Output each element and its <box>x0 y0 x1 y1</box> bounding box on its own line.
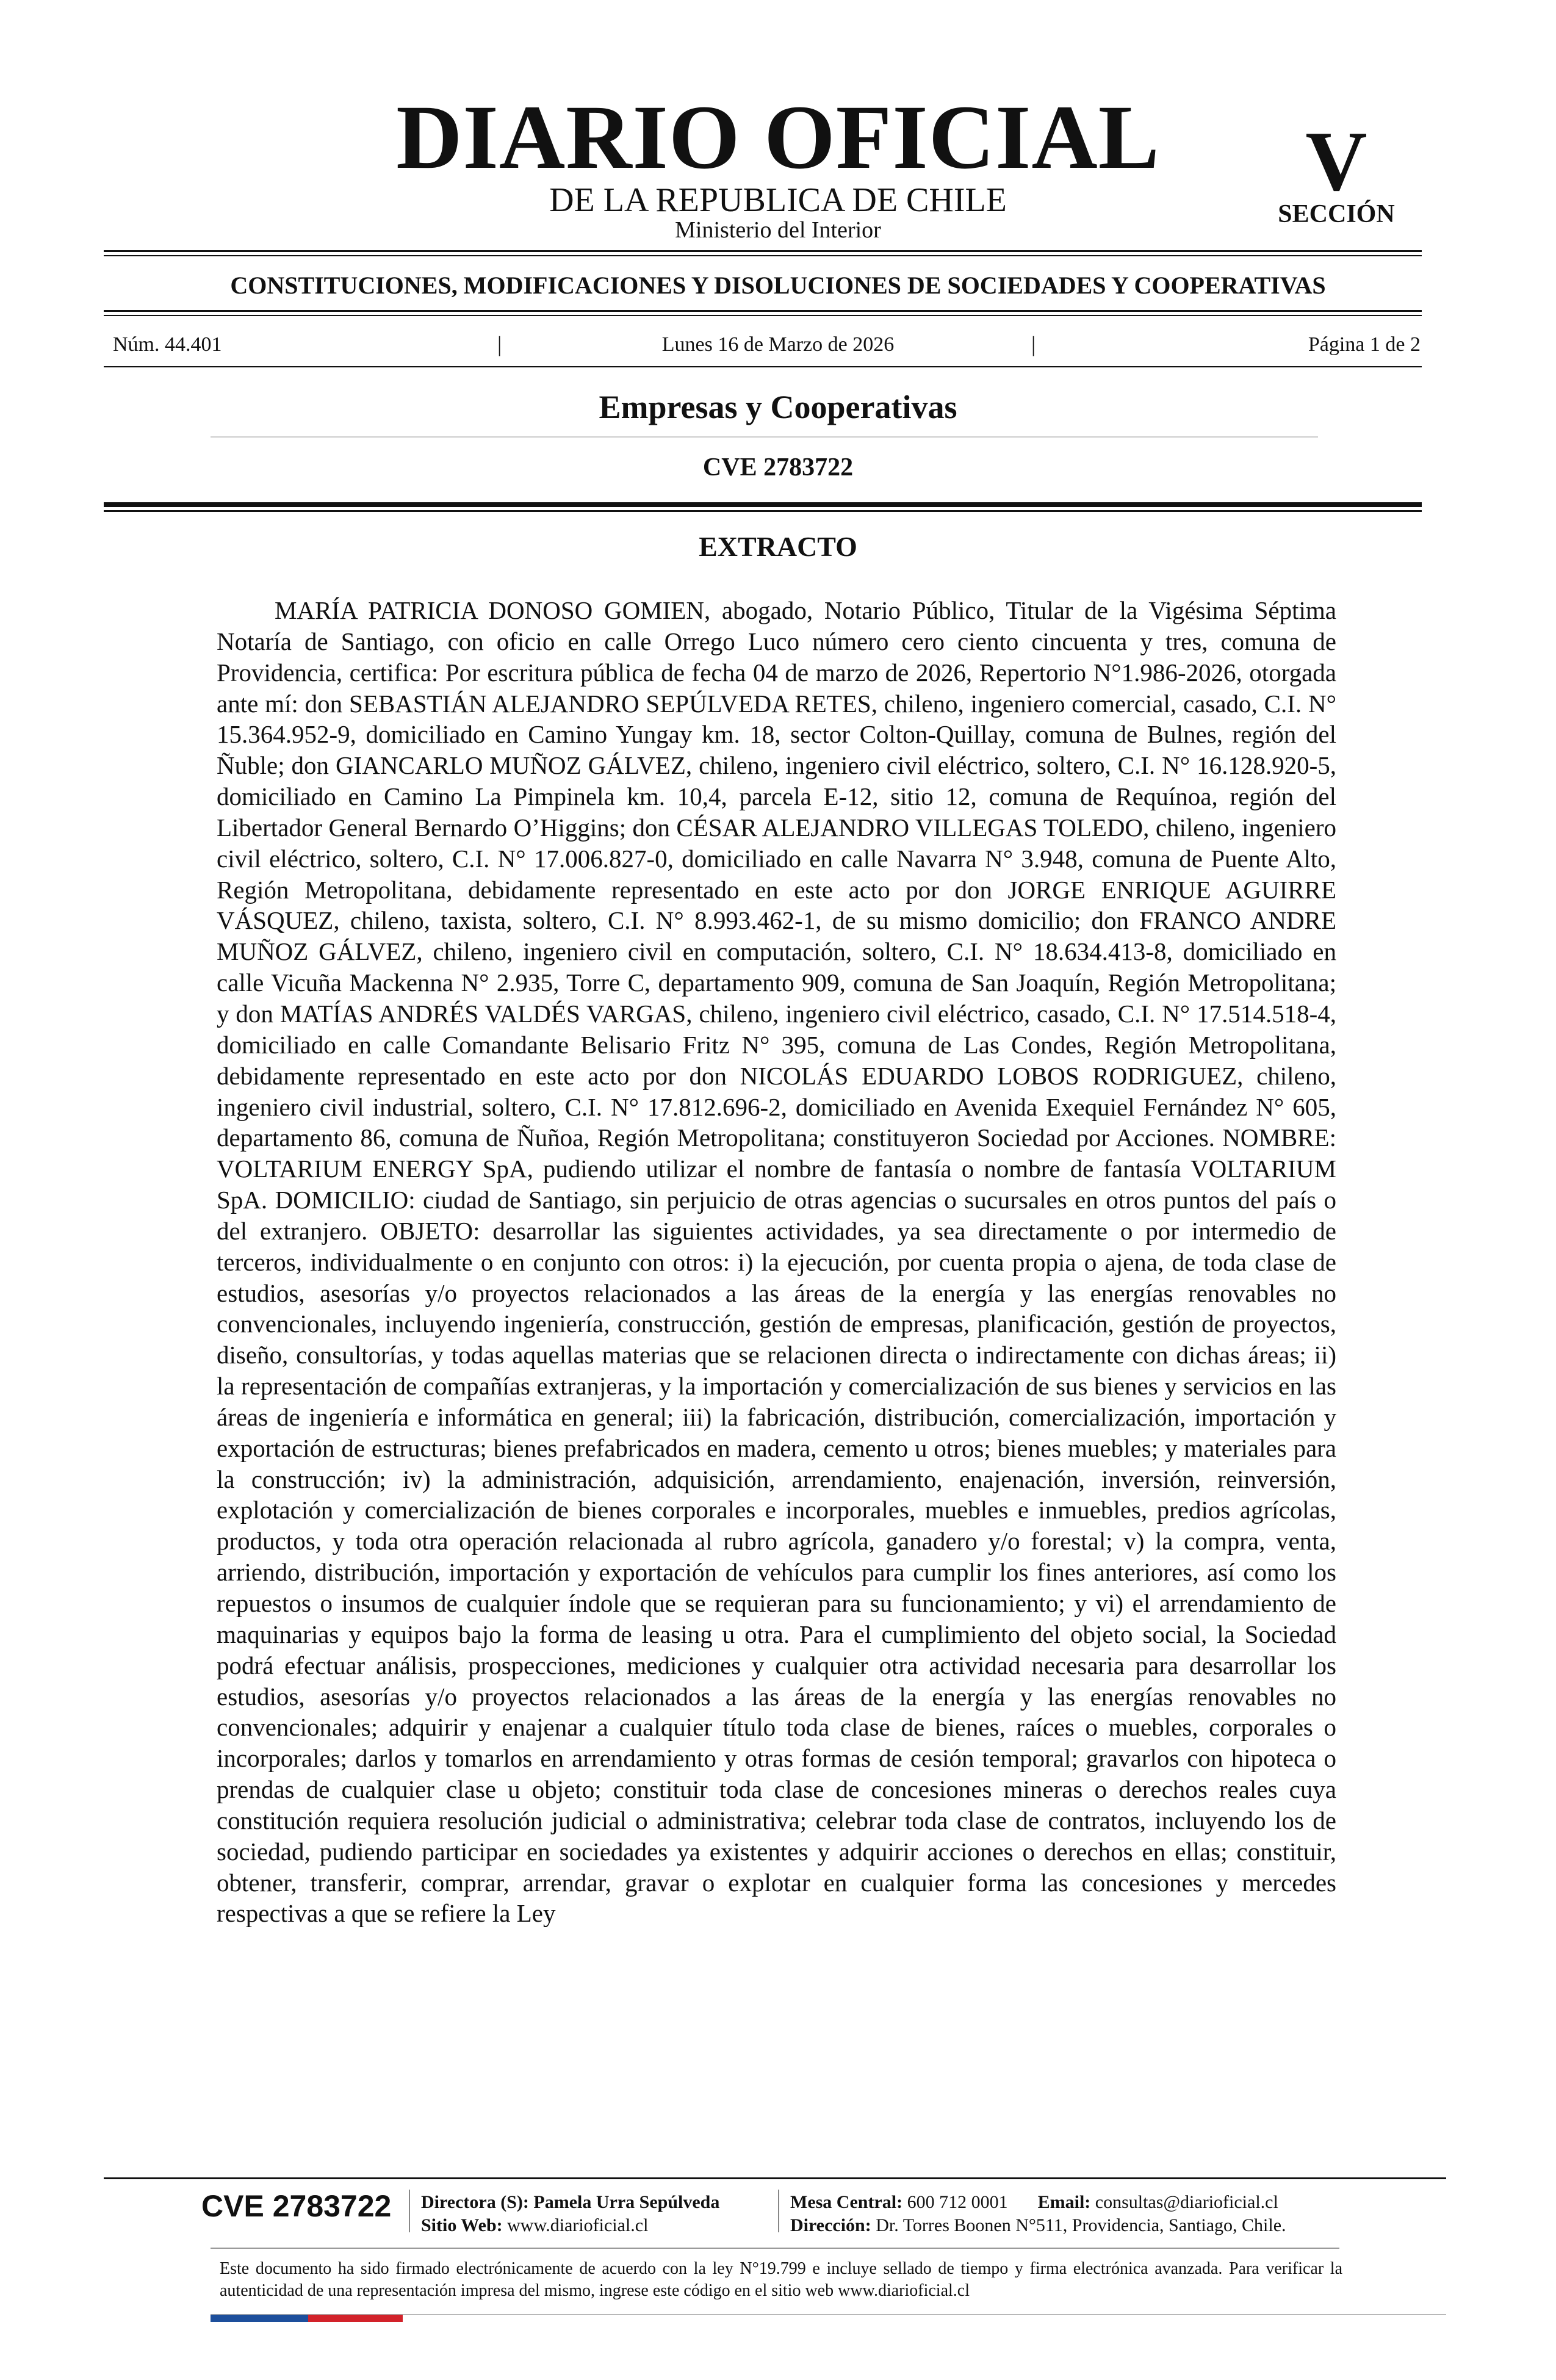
footer-director-label: Directora (S): <box>421 2192 529 2212</box>
document-heading: EXTRACTO <box>699 531 857 562</box>
footer-separator-2 <box>778 2190 779 2232</box>
footer-address: Dr. Torres Boonen N°511, Providencia, Santiago, Chile. <box>876 2215 1286 2235</box>
footer-website-link[interactable]: www.diarioficial.cl <box>507 2215 649 2235</box>
footer-director-block <box>421 2191 763 2237</box>
footer-divider <box>104 2177 1446 2179</box>
cve-divider-thick <box>104 502 1422 507</box>
header-divider-top-thin <box>104 255 1422 256</box>
footer-contact-line <box>790 2191 1400 2214</box>
category-divider-thin <box>104 315 1422 316</box>
footer-director-name: Pamela Urra Sepúlveda <box>533 2192 720 2212</box>
footer-address-line <box>790 2214 1400 2237</box>
section-title: Empresas y Cooperativas <box>599 389 957 425</box>
footer-email-label: Email: <box>1037 2192 1091 2212</box>
footer-phone-label: Mesa Central: <box>790 2192 903 2212</box>
issue-separator-left: | <box>497 332 502 356</box>
masthead-title: DIARIO OFICIAL <box>396 87 1160 188</box>
footer-cve-code: CVE 2783722 <box>201 2189 392 2223</box>
issue-date: Lunes 16 de Marzo de 2026 <box>661 333 895 356</box>
issue-number: Núm. 44.401 <box>113 333 222 356</box>
cve-code: CVE 2783722 <box>702 453 854 481</box>
footer-flag-blue <box>211 2315 308 2322</box>
footer-contact-block <box>790 2191 1400 2237</box>
footer-separator-1 <box>409 2190 410 2232</box>
footer-note-divider <box>211 2248 1339 2249</box>
section-title-underline <box>211 436 1318 438</box>
section-label: SECCIÓN <box>1278 200 1395 228</box>
footer-flag-red <box>308 2315 403 2322</box>
issue-separator-right: | <box>1031 332 1036 356</box>
header-divider-top <box>104 250 1422 252</box>
ministry-label: Ministerio del Interior <box>675 217 881 243</box>
document-body: MARÍA PATRICIA DONOSO GOMIEN, abogado, Notario Público, Titular de la Vigésima Séptima Notaría de Santiago, con oficio en calle Orrego Luco número cero ciento cincuenta y tres, comuna de Providencia, certifica: Por escritura pública de fecha 04 de marzo de 2026, Repertorio N°1.986-2026, otorgada ante mí: don SEBASTIÁN ALEJANDRO SEPÚLVEDA RETES, chileno, ingeniero comercial, casado, C.I. N° 15.364.952-9, domiciliado en Camino Yungay km. 18, sector Colton-Quillay, comuna de Bulnes, región del Ñuble; don GIANCARLO MUÑOZ GÁLVEZ, chileno, ingeniero civil eléctrico, soltero, C.I. N° 16.128.920-5, domiciliado en Camino La Pimpinela km. 10,4, parcela E-12, sitio 12, comuna de Requínoa, región del Libertador General Bernardo O’Higgins; don CÉSAR ALEJANDRO VILLEGAS TOLEDO, chileno, ingeniero civil eléctrico, soltero, C.I. N° 17.006.827-0, domiciliado en calle Navarra N° 3.948, comuna de Puente Alto, Región Metropolitana, debidamente representado en este acto por don JORGE ENRIQUE AGUIRRE VÁSQUEZ, chileno, taxista, soltero, C.I. N° 8.993.462-1, de su mismo domicilio; don FRANCO ANDRE MUÑOZ GÁLVEZ, chileno, ingeniero civil en computación, soltero, C.I. N° 18.634.413-8, domiciliado en calle Vicuña Mackenna N° 2.935, Torre C, departamento 909, comuna de San Joaquín, Región Metropolitana; y don MATÍAS ANDRÉS VALDÉS VARGAS, chileno, ingeniero civil eléctrico, casado, C.I. N° 17.514.518-4, domiciliado en calle Comandante Belisario Fritz N° 395, comuna de Las Condes, Región Metropolitana, debidamente representado en este acto por don NICOLÁS EDUARDO LOBOS RODRIGUEZ, chileno, ingeniero civil industrial, soltero, C.I. N° 17.812.696-2, domiciliado en Avenida Exequiel Fernández N° 605, departamento 86, comuna de Ñuñoa, Región Metropolitana; constituyeron Sociedad por Acciones. NOMBRE: VOLTARIUM ENERGY SpA, pudiendo utilizar el nombre de fantasía o nombre de fantasía VOLTARIUM SpA. DOMICILIO: ciudad de Santiago, sin perjuicio de otras agencias o sucursales en otros puntos del país o del extranjero. OBJETO: desarrollar las siguientes actividades, ya sea directamente o por intermedio de terceros, individualmente o en conjunto con otros: i) la ejecución, por cuenta propia o ajena, de toda clase de estudios, asesorías y/o proyectos relacionados a las áreas de la energía y las energías renovables no convencionales, incluyendo ingeniería, construcción, gestión de empresas, planificación, gestión de proyectos, diseño, consultorías, y todas aquellas materias que se relacionen directa o indirectamente con dichas áreas; ii) la representación de compañías extranjeras, y la importación y comercialización de sus bienes y servicios en las áreas de ingeniería e informática en general; iii) la fabricación, distribución, comercialización, importación y exportación de estructuras; bienes prefabricados en madera, cemento u otros; bienes muebles; y materiales para la construcción; iv) la administración, adquisición, arrendamiento, enajenación, inversión, reinversión, explotación y comercialización de bienes corporales e incorporales, muebles e inmuebles, predios agrícolas, productos, y toda otra operación relacionada al rubro agrícola, ganadero y/o forestal; v) la compra, venta, arriendo, distribución, importación y exportación de vehículos para cumplir los fines anteriores, así como los repuestos o insumos de cualquier índole que se requieran para su funcionamiento; y vi) el arrendamiento de maquinarias y equipos bajo la forma de leasing u otra. Para el cumplimiento del objeto social, la Sociedad podrá efectuar análisis, prospecciones, mediciones y cualquier otra actividad necesaria para desarrollar los estudios, asesorías y/o proyectos relacionados a las áreas de la energía y las energías renovables no convencionales; adquirir y enajenar a cualquier título toda clase de bienes, raíces o muebles, corporales o incorporales; darlos y tomarlos en arrendamiento y otras formas de cesión temporal; gravarlos con hipoteca o prendas de cualquier clase u objeto; constituir toda clase de concesiones mineras o derechos reales cuya constitución requiera resolución judicial o administrativa; celebrar toda clase de contratos, incluyendo los de sociedad, pudiendo participar en sociedades ya existentes y adquirir acciones o derechos en ellas; constituir, obtener, transferir, comprar, arrendar, gravar o explotar en cualquier forma las concesiones y mercedes respectivas a que se refiere la Ley <box>217 596 1336 1928</box>
footer-website-label: Sitio Web: <box>421 2215 503 2235</box>
footer-director-line <box>421 2191 763 2214</box>
category-divider <box>104 310 1422 312</box>
masthead-subtitle: DE LA REPUBLICA DE CHILE <box>549 181 1007 219</box>
cve-divider-thin <box>104 510 1422 512</box>
footer-phone: 600 712 0001 <box>907 2192 1008 2212</box>
category-title: CONSTITUCIONES, MODIFICACIONES Y DISOLUCIONES DE SOCIEDADES Y COOPERATIVAS <box>230 272 1326 299</box>
section-letter: V <box>1305 114 1367 209</box>
meta-divider <box>104 366 1422 367</box>
footer-website-line <box>421 2214 763 2237</box>
footer-address-label: Dirección: <box>790 2215 871 2235</box>
footer-email-link[interactable]: consultas@diarioficial.cl <box>1095 2192 1278 2212</box>
page-indicator: Página 1 de 2 <box>1308 333 1421 356</box>
footer-signature-note: Este documento ha sido firmado electrónicamente de acuerdo con la ley N°19.799 e incluye sellado de tiempo y firma electrónica avanzada. Para verificar la autenticidad de una representación impresa del mismo, ingrese este código en el sitio web www.diarioficial.cl <box>220 2259 1342 2300</box>
